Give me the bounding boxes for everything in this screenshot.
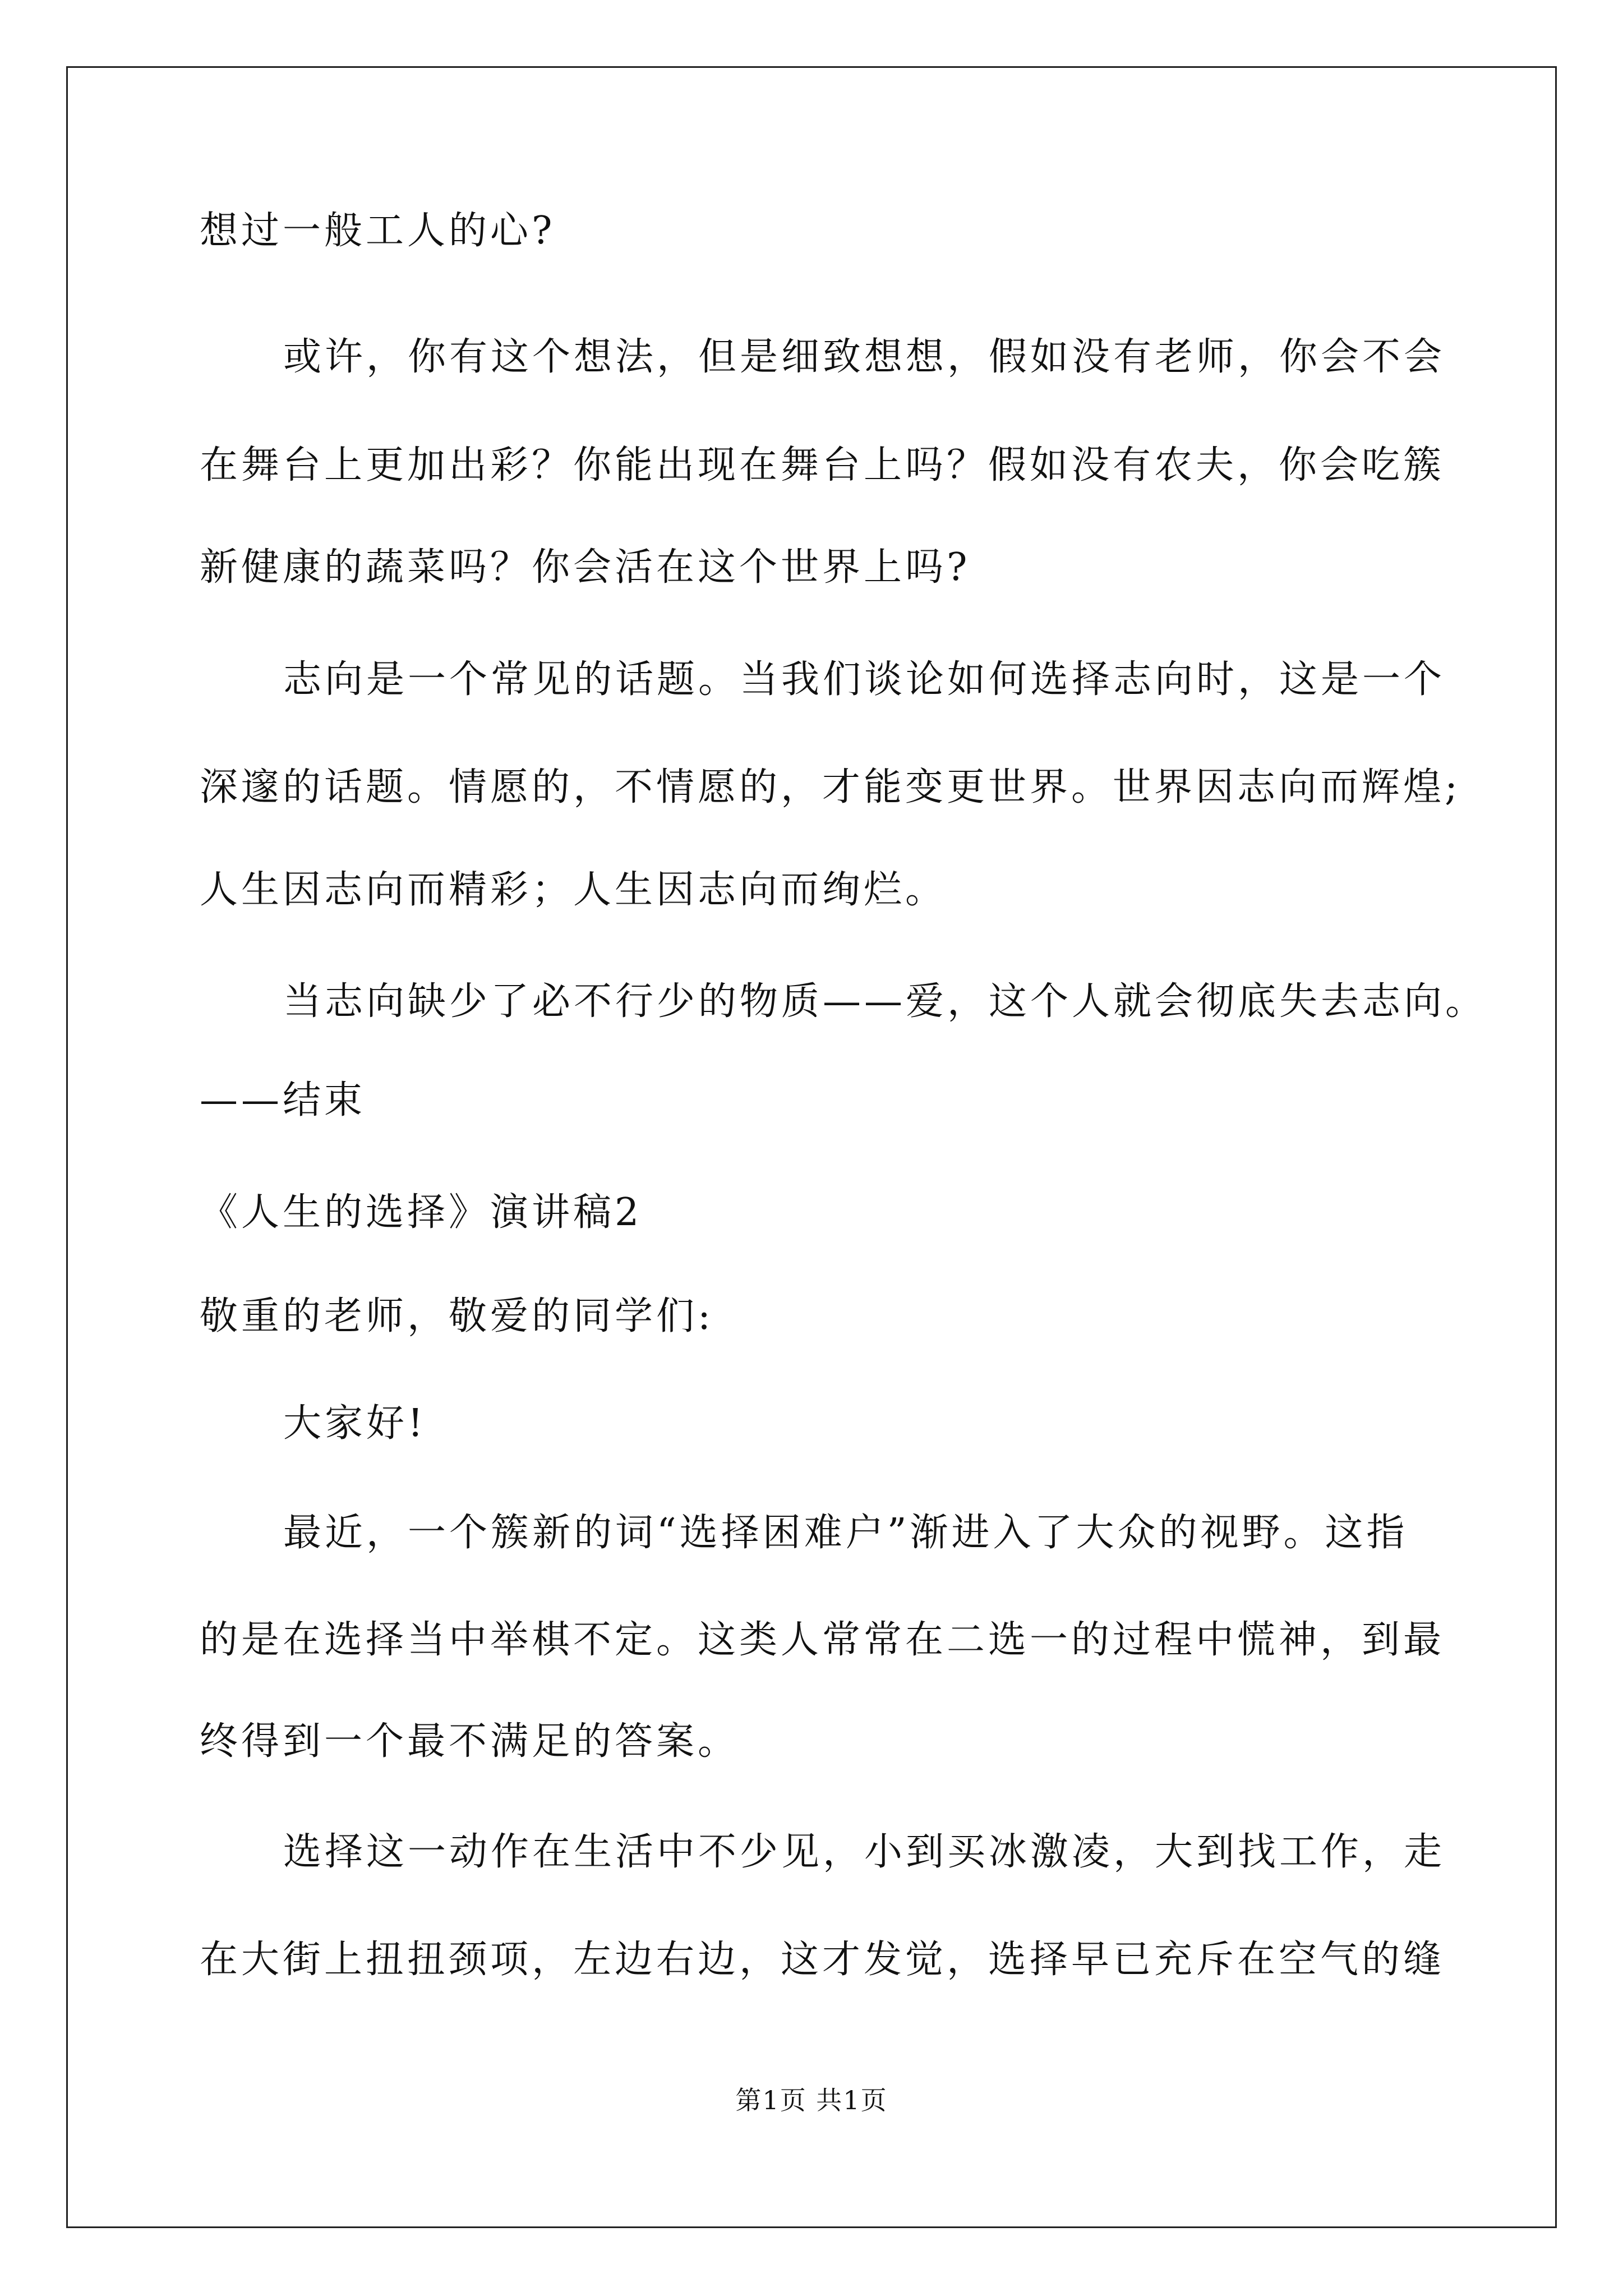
text-line-16: 选择这一动作在生活中不少见，小到买冰激凌，大到找工作，走 [283, 1830, 1446, 1874]
text-line-2: 或许，你有这个想法，但是细致想想，假如没有老师，你会不会 [283, 335, 1446, 379]
text-line-1: 想过一般工人的心? [200, 209, 556, 253]
page-border [66, 66, 1557, 2228]
text-line-6: 深邃的话题。情愿的，不情愿的，才能变更世界。世界因志向而辉煌; [200, 765, 1461, 809]
text-line-14: 的是在选择当中举棋不定。这类人常常在二选一的过程中慌神，到最 [200, 1618, 1445, 1662]
text-line-8: 当志向缺少了必不行少的物质——爱，这个人就会彻底失去志向。 [283, 979, 1487, 1024]
text-line-5: 志向是一个常见的话题。当我们谈论如何选择志向时，这是一个 [283, 657, 1446, 702]
text-line-13: 最近，一个簇新的词“选择困难户”渐进入了大众的视野。这指 [283, 1511, 1408, 1555]
text-line-7: 人生因志向而精彩；人生因志向而绚烂。 [200, 868, 947, 912]
document-heading: 《人生的选择》演讲稿2 [200, 1190, 643, 1235]
salutation: 敬重的老师，敬爱的同学们: [200, 1294, 714, 1338]
text-line-9: ——结束 [200, 1078, 366, 1122]
text-line-15: 终得到一个最不满足的答案。 [200, 1719, 740, 1764]
text-line-3: 在舞台上更加出彩？你能出现在舞台上吗？假如没有农夫，你会吃簇 [200, 443, 1445, 487]
greeting: 大家好! [283, 1401, 427, 1446]
text-line-17: 在大街上扭扭颈项，左边右边，这才发觉，选择早已充斥在空气的缝 [200, 1938, 1445, 1982]
page-footer: 第1页 共1页 [735, 2085, 888, 2115]
text-line-4: 新健康的蔬菜吗？你会活在这个世界上吗? [200, 545, 971, 590]
